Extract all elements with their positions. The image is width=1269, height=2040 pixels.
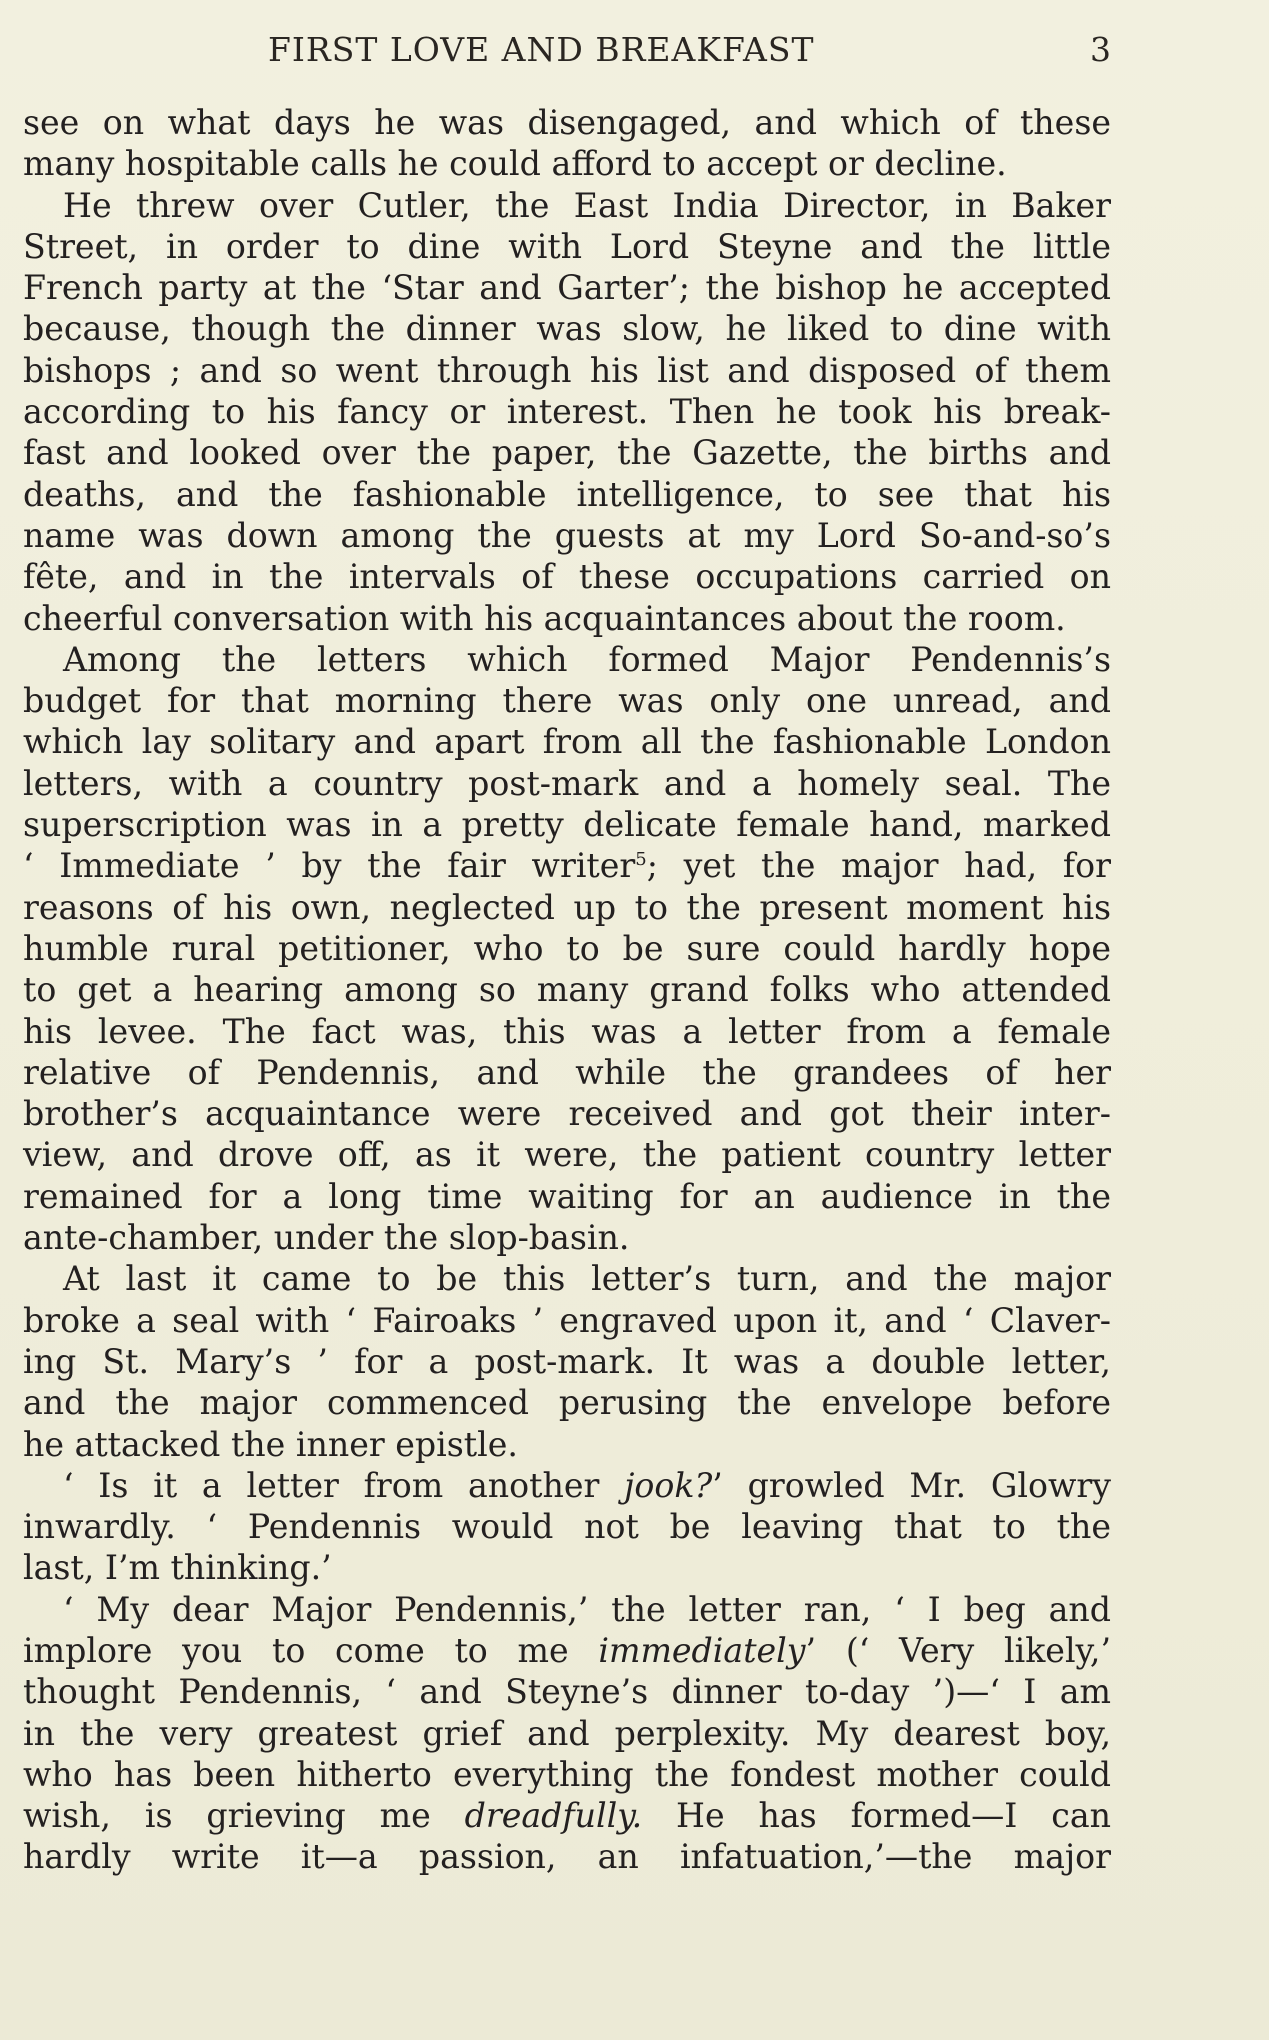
text-line: in the very greatest grief and perplexity. My dearest boy, <box>23 1713 1111 1753</box>
text-line: name was down among the guests at my Lord So-and-so’s <box>23 515 1111 555</box>
text-line: fête, and in the intervals of these occupations carried on <box>23 557 1111 597</box>
text-line: budget for that morning there was only one unread, and <box>23 681 1111 721</box>
text-line: cheerful conversation with his acquaintances about the room. <box>23 598 1066 638</box>
text-line: deaths, and the fashionable intelligence, to see that his <box>23 474 1111 514</box>
text-line: many hospitable calls he could afford to accept or decline. <box>23 144 1007 184</box>
text-line: last, I’m thinking.’ <box>23 1548 332 1588</box>
text-segment: ’ (‘ Very likely,’ <box>805 1630 1111 1670</box>
text-line: because, though the dinner was slow, he liked to dine with <box>23 309 1111 349</box>
running-head <box>0 26 1269 74</box>
text-line: to get a hearing among so many grand folks who attended <box>23 970 1111 1010</box>
text-line: humble rural petitioner, who to be sure could hardly hope <box>23 928 1111 968</box>
text-line: hardly write it—a passion, an infatuation,’—the major <box>23 1837 1111 1877</box>
text-line: bishops ; and so went through his list and disposed of them <box>23 350 1111 390</box>
text-line <box>23 1630 1111 1671</box>
text-line: reasons of his own, neglected up to the present moment his <box>23 887 1111 927</box>
text-segment: He has formed—I can <box>642 1796 1111 1836</box>
text-line: French party at the ‘Star and Garter’; the bishop he accepted <box>23 268 1111 308</box>
footnote-mark: 5 <box>635 849 647 871</box>
text-line: he attacked the inner epistle. <box>23 1424 518 1464</box>
text-line: according to his fancy or interest. Then he took his break- <box>23 392 1111 432</box>
text-line: which lay solitary and apart from all the fashionable London <box>23 722 1111 762</box>
italic-word: jook? <box>624 1465 713 1505</box>
text-line: thought Pendennis, ‘ and Steyne’s dinner to-day ’)—‘ I am <box>23 1672 1111 1712</box>
text-line: inwardly. ‘ Pendennis would not be leaving that to the <box>23 1507 1111 1547</box>
text-line: remained for a long time waiting for an audience in the <box>23 1176 1111 1216</box>
italic-word: immediately <box>598 1630 806 1670</box>
italic-word: dreadfully. <box>464 1796 643 1836</box>
text-segment: ’ growled Mr. Glowry <box>712 1465 1111 1505</box>
text-line: fast and looked over the paper, the Gazette, the births and <box>23 433 1111 473</box>
text-segment: ‘ Is it a letter from another <box>63 1465 625 1505</box>
body-text <box>23 102 1111 1878</box>
text-line: letters, with a country post-mark and a homely seal. The <box>23 763 1111 803</box>
text-line: Among the letters which formed Major Pendennis’s <box>63 639 1111 679</box>
text-line: ante-chamber, under the slop-basin. <box>23 1218 630 1258</box>
text-segment: implore you to come to me <box>23 1630 599 1670</box>
text-segment: ‘ Immediate ’ by the fair writer <box>23 846 636 886</box>
page-number: 3 <box>1090 30 1111 69</box>
text-line: ing St. Mary’s ’ for a post-mark. It was a double letter, <box>23 1341 1111 1381</box>
text-line: Street, in order to dine with Lord Steyne and the little <box>23 226 1111 266</box>
text-segment: wish, is grieving me <box>23 1796 465 1836</box>
text-line: broke a seal with ‘ Fairoaks ’ engraved upon it, and ‘ Claver- <box>23 1300 1111 1340</box>
text-line: and the major commenced perusing the envelope before <box>23 1383 1111 1423</box>
text-line: who has been hitherto everything the fondest mother could <box>23 1754 1111 1794</box>
running-title: FIRST LOVE AND BREAKFAST <box>268 30 815 69</box>
text-line: relative of Pendennis, and while the grandees of her <box>23 1052 1111 1092</box>
text-line: ‘ My dear Major Pendennis,’ the letter ran, ‘ I beg and <box>63 1589 1111 1629</box>
text-segment: ; yet the major had, for <box>646 846 1112 886</box>
text-line <box>23 1465 1111 1506</box>
text-line: brother’s acquaintance were received and got their inter- <box>23 1094 1111 1134</box>
text-line: At last it came to be this letter’s turn, and the major <box>63 1259 1111 1299</box>
text-line: his levee. The fact was, this was a letter from a female <box>23 1011 1111 1051</box>
text-line: superscription was in a pretty delicate female hand, marked <box>23 805 1111 845</box>
text-line: He threw over Cutler, the East India Director, in Baker <box>63 185 1111 225</box>
text-line: see on what days he was disengaged, and which of these <box>23 103 1111 142</box>
text-line: view, and drove off, as it were, the patient country letter <box>23 1135 1111 1175</box>
text-line <box>23 1795 1111 1836</box>
text-line <box>23 845 1111 886</box>
